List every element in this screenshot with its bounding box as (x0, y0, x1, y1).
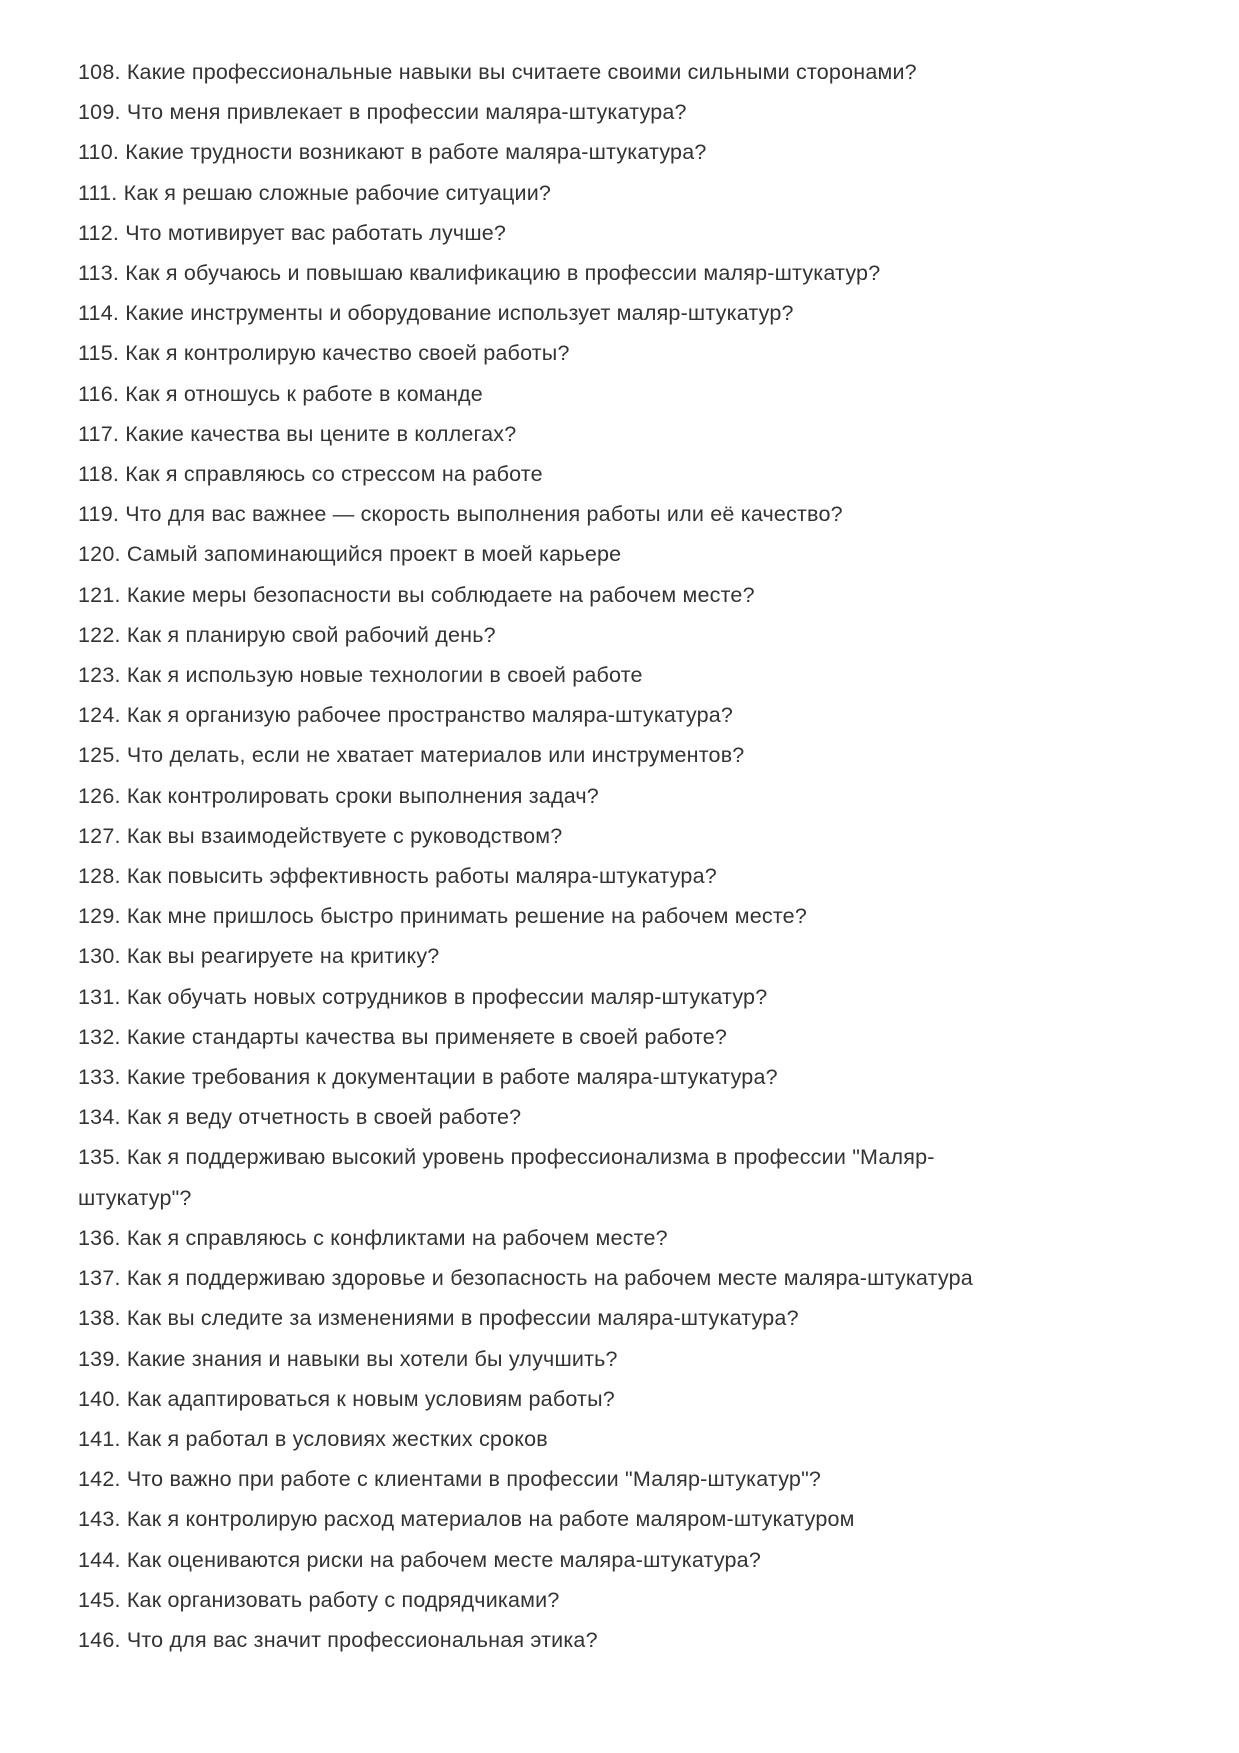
question-item: 114. Какие инструменты и оборудование использует маляр-штукатур? (78, 301, 794, 326)
question-item: 125. Что делать, если не хватает материалов или инструментов? (78, 743, 745, 768)
question-item: 121. Какие меры безопасности вы соблюдаете на рабочем месте? (78, 582, 755, 607)
question-item: 134. Как я веду отчетность в своей работе? (78, 1105, 522, 1130)
question-item: 122. Как я планирую свой рабочий день? (78, 622, 496, 647)
question-item: 131. Как обучать новых сотрудников в профессии маляр-штукатур? (78, 984, 768, 1009)
question-item: 137. Как я поддерживаю здоровье и безопасность на рабочем месте маляра-штукатура (78, 1266, 973, 1291)
question-item: 133. Какие требования к документации в работе маляра-штукатура? (78, 1065, 778, 1090)
question-item: 112. Что мотивирует вас работать лучше? (78, 220, 507, 245)
question-item: 116. Как я отношусь к работе в команде (78, 381, 483, 406)
question-item: 132. Какие стандарты качества вы применяете в своей работе? (78, 1024, 728, 1049)
question-item: 142. Что важно при работе с клиентами в профессии "Маляр-штукатур"? (78, 1467, 822, 1492)
question-item: 108. Какие профессиональные навыки вы считаете своими сильными сторонами? (78, 60, 917, 84)
question-item: 138. Как вы следите за изменениями в профессии маляра-штукатура? (78, 1306, 799, 1331)
question-item: 135. Как я поддерживаю высокий уровень профессионализма в профессии "Маляр- (78, 1145, 935, 1170)
question-item: 129. Как мне пришлось быстро принимать решение на рабочем месте? (78, 904, 807, 929)
question-item: 110. Какие трудности возникают в работе маляра-штукатура? (78, 140, 707, 165)
question-item: 124. Как я организую рабочее пространство маляра-штукатура? (78, 703, 734, 728)
question-item: 111. Как я решаю сложные рабочие ситуации? (78, 180, 552, 205)
question-item: 128. Как повысить эффективность работы маляра-штукатура? (78, 864, 717, 889)
question-item: 146. Что для вас значит профессиональная этика? (78, 1627, 598, 1652)
question-item: 115. Как я контролирую качество своей работы? (78, 341, 570, 366)
question-item: 118. Как я справляюсь со стрессом на работе (78, 462, 543, 487)
question-item: 109. Что меня привлекает в профессии маляра-штукатура? (78, 100, 687, 125)
question-item: 139. Какие знания и навыки вы хотели бы улучшить? (78, 1346, 618, 1371)
question-item: 141. Как я работал в условиях жестких сроков (78, 1426, 548, 1451)
question-item: 143. Как я контролирую расход материалов на работе маляром-штукатуром (78, 1507, 855, 1532)
question-item: 126. Как контролировать сроки выполнения задач? (78, 783, 599, 808)
question-item: 119. Что для вас важнее — скорость выполнения работы или её качество? (78, 502, 843, 527)
question-item: 144. Как оцениваются риски на рабочем месте маляра-штукатура? (78, 1547, 761, 1572)
question-item: 113. Как я обучаюсь и повышаю квалификацию в профессии маляр-штукатур? (78, 261, 881, 286)
question-item: 127. Как вы взаимодействуете с руководством? (78, 823, 563, 848)
question-item: 117. Какие качества вы цените в коллегах? (78, 421, 517, 446)
question-item: 120. Самый запоминающийся проект в моей карьере (78, 542, 622, 567)
question-item-continuation: штукатур"? (78, 1185, 192, 1210)
question-item: 136. Как я справляюсь с конфликтами на рабочем месте? (78, 1225, 668, 1250)
question-item: 130. Как вы реагируете на критику? (78, 944, 440, 969)
question-item: 145. Как организовать работу с подрядчиками? (78, 1587, 560, 1612)
question-item: 123. Как я использую новые технологии в своей работе (78, 663, 643, 688)
question-item: 140. Как адаптироваться к новым условиям работы? (78, 1386, 615, 1411)
question-list (78, 52, 1179, 1660)
